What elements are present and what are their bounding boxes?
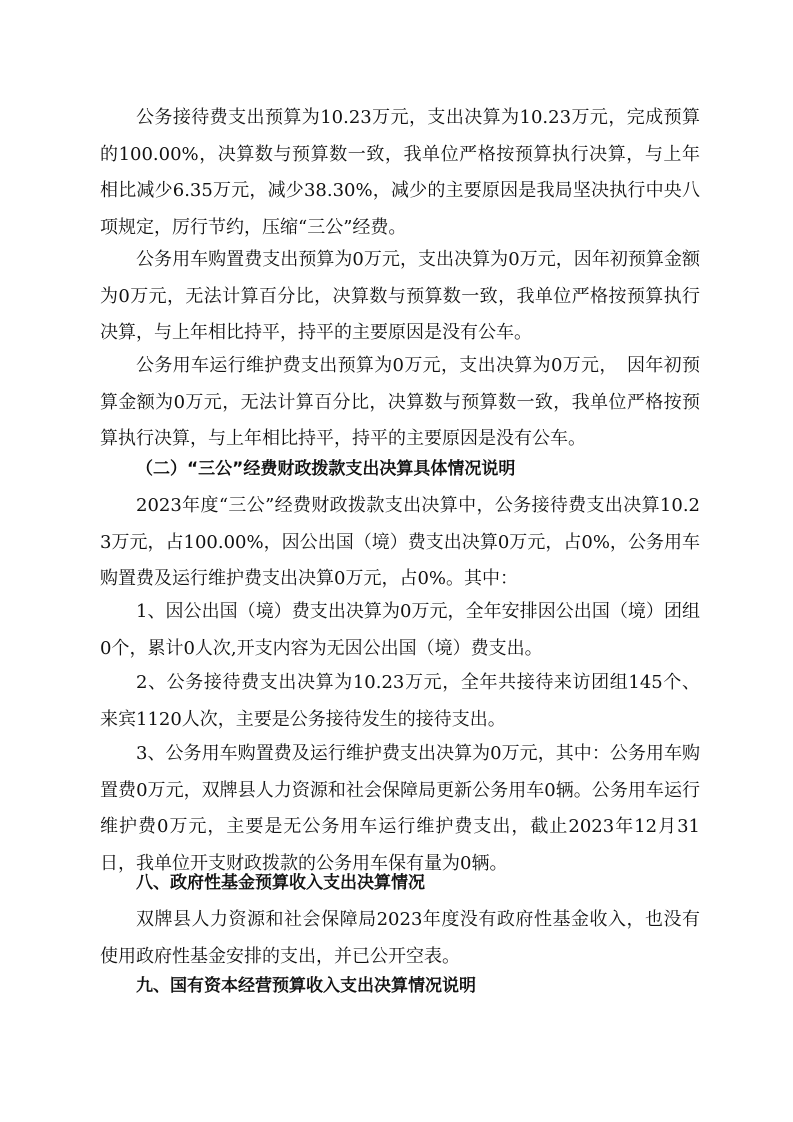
paragraph-vehicle-detail: 3、公务用车购置费及运行维护费支出决算为0万元，其中：公务用车购置费0万元，双牌县人力资源和社会保障局更新公务用车0辆。公务用车运行维护费0万元，主要是无公务用车运行维护费支出，截止2023年12月31日，我单位开支财政拨款的公务用车保有量为0辆。 xyxy=(100,743,700,874)
paragraph-government-fund: 双牌县人力资源和社会保障局2023年度没有政府性基金收入，也没有使用政府性基金安排的支出，并已公开空表。 xyxy=(100,909,700,967)
section-heading-government-fund: 八、政府性基金预算收入支出决算情况 xyxy=(136,873,425,893)
paragraph-vehicle-purchase: 公务用车购置费支出预算为0万元，支出决算为0万元，因年初预算金额为0万元，无法计算百分比，决算数与预算数一致，我单位严格按预算执行决算，与上年相比持平，持平的主要原因是没有公车。 xyxy=(100,249,700,344)
section-heading-three-public: （二）“三公”经费财政拨款支出决算具体情况说明 xyxy=(136,459,516,479)
paragraph-reception-expense: 公务接待费支出预算为10.23万元，支出决算为10.23万元，完成预算的100.00%，决算数与预算数一致，我单位严格按预算执行决算，与上年相比减少6.35万元，减少38.30%，减少的主要原因是我局坚决执行中央八项规定，厉行节约，压缩“三公”经费。 xyxy=(100,107,700,238)
paragraph-three-public-summary: 2023年度“三公”经费财政拨款支出决算中，公务接待费支出决算10.23万元，占100.00%，因公出国（境）费支出决算0万元，占0%，公务用车购置费及运行维护费支出决算0万元，占0%。其中： xyxy=(100,495,700,590)
section-heading-state-capital: 九、国有资本经营预算收入支出决算情况说明 xyxy=(136,976,476,996)
paragraph-vehicle-maintenance: 公务用车运行维护费支出预算为0万元，支出决算为0万元， 因年初预算金额为0万元，无法计算百分比，决算数与预算数一致，我单位严格按预算执行决算，与上年相比持平，持平的主要原因是没有公车。 xyxy=(100,355,700,450)
paragraph-overseas-travel: 1、因公出国（境）费支出决算为0万元，全年安排因公出国（境）团组0个，累计0人次,开支内容为无因公出国（境）费支出。 xyxy=(100,601,700,659)
paragraph-reception-detail: 2、公务接待费支出决算为10.23万元，全年共接待来访团组145个、来宾1120人次，主要是公务接待发生的接待支出。 xyxy=(100,672,700,730)
